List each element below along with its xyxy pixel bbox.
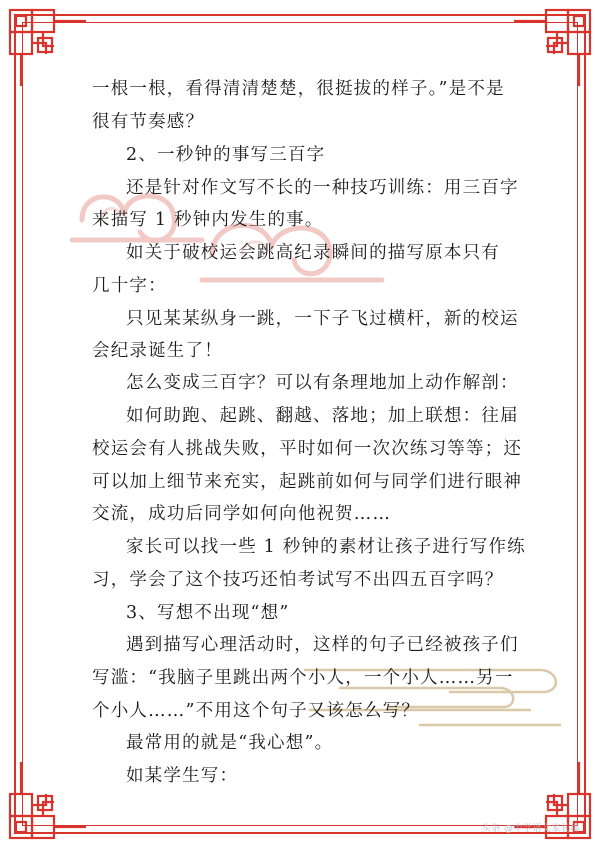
paragraph-line: 还是针对作文写不长的一种技巧训练：用三百字 xyxy=(126,178,519,198)
paragraph-line: 个小人……”不用这个句子又该怎么写？ xyxy=(92,701,421,721)
paragraph-line: 只见某某纵身一跳，一下子飞过横杆，新的校运 xyxy=(126,309,519,329)
watermark-text: 头条 @中学语文家长群 xyxy=(481,824,580,834)
paragraph-line: 很有节奏感？ xyxy=(92,112,205,132)
paragraph-line: 一根一根，看得清清楚楚，很挺拔的样子。”是不是 xyxy=(92,79,505,99)
corner-knot-ornament xyxy=(6,756,92,842)
paragraph-line: 遇到描写心理活动时，这样的句子已经被孩子们 xyxy=(126,635,519,655)
paragraph-line: 怎么变成三百字？可以有条理地加上动作解剖： xyxy=(126,373,519,393)
paragraph-line: 写滥：“我脑子里跳出两个小人，一个小人……另一 xyxy=(92,668,514,688)
paragraph-line: 最常用的就是“我心想”。 xyxy=(126,733,334,753)
paragraph-line: 交流，成功后同学如何向他祝贺…… xyxy=(92,504,392,524)
section-heading: 3、写想不出现“想” xyxy=(126,603,290,623)
corner-knot-ornament xyxy=(6,6,92,92)
corner-knot-ornament xyxy=(508,6,594,92)
paragraph-line: 可以加上细节来充实，起跳前如何与同学们进行眼神 xyxy=(92,472,523,492)
paragraph-line: 如关于破校运会跳高纪录瞬间的描写原本只有 xyxy=(126,243,500,263)
paragraph-line: 会纪录诞生了！ xyxy=(92,341,223,361)
paragraph-line: 来描写 1 秒钟内发生的事。 xyxy=(92,210,324,230)
paragraph-line: 家长可以找一些 1 秒钟的素材让孩子进行写作练 xyxy=(126,537,526,557)
paragraph-line: 如何助跑、起跳、翻越、落地；加上联想：往届 xyxy=(126,406,519,426)
paragraph-line: 习，学会了这个技巧还怕考试写不出四五百字吗？ xyxy=(92,570,504,590)
paragraph-line: 校运会有人挑战失败，平时如何一次次练习等等；还 xyxy=(92,439,523,459)
section-heading: 2、一秒钟的事写三百字 xyxy=(126,145,326,165)
paragraph-line: 如某学生写： xyxy=(126,766,239,786)
paragraph-line: 几十字： xyxy=(92,276,167,296)
